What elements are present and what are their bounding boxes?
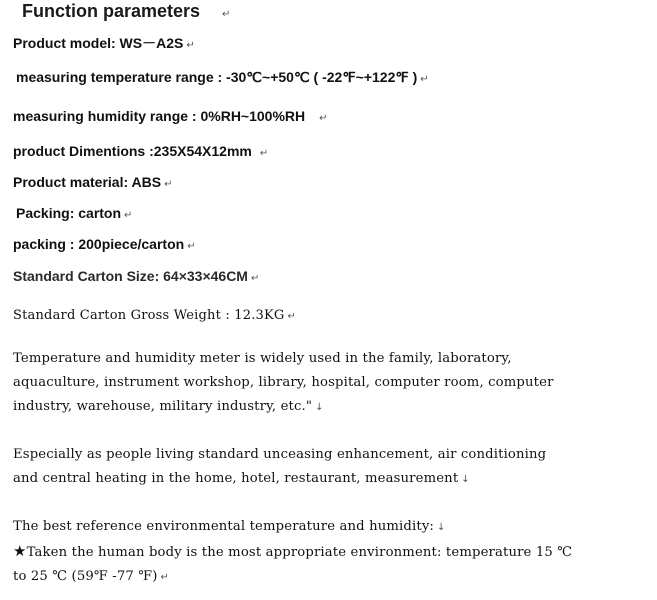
paragraph-mark: ↵ [259,148,269,159]
param-packing-quantity [13,237,196,252]
enhancement-text: Especially as people living standard unceasing enhancement, air conditioning and central heating in the home, hotel, restaurant, measurement [13,447,547,486]
param-packing-text: Packing: carton [16,205,122,221]
param-temperature-range [16,70,429,85]
usage-text: Temperature and humidity meter is widely used in the family, laboratory, aquaculture, instrument workshop, library, hospital, computer room, computer industry, warehouse, military industry, etc." [13,351,554,414]
description-paragraph-reference [13,515,573,540]
paragraph-mark: ↵ [420,74,429,85]
paragraph-mark: ↵ [164,179,173,190]
paragraph-mark: ↵ [124,210,133,221]
paragraph-mark: ↵ [160,572,170,583]
paragraph-mark: ↵ [187,241,196,252]
param-gross-weight-text: Standard Carton Gross Weight : 12.3KG [13,308,285,323]
param-dimensions [13,144,268,159]
star-icon: ★ [13,542,27,560]
description-paragraph-comfort [13,539,573,590]
param-material [13,175,172,190]
param-packing [16,206,132,221]
param-model [13,36,195,51]
line-break-mark: ↓ [315,402,324,413]
paragraph-mark: ↵ [250,273,260,284]
param-dimensions-text: product Dimentions :235X54X12mm [13,143,252,159]
paragraph-mark: ↵ [222,9,231,20]
paragraph-mark: ↵ [319,113,328,124]
param-material-text: Product material: ABS [13,174,162,190]
param-carton-size-text: Standard Carton Size: 64×33×46CM [13,268,248,284]
param-gross-weight [13,309,296,322]
param-temperature-range-text: measuring temperature range : -30℃~+50℃ ( -22℉~+122℉ ) [16,69,418,85]
line-break-mark: ↓ [437,522,446,533]
param-humidity-range-text: measuring humidity range : 0%RH~100%RH [13,108,306,124]
paragraph-mark: ↵ [186,40,195,51]
page-title [22,2,230,20]
line-break-mark: ↓ [461,474,470,485]
comfort-text: Taken the human body is the most appropriate environment: temperature 15 ℃ to 25 ℃ (59℉ -77 ℉) [13,545,573,584]
description-paragraph-usage [13,347,573,420]
paragraph-mark: ↵ [287,311,297,322]
param-model-text: Product model: WS－A2S [13,35,184,51]
heading-text: Function parameters [22,1,201,21]
param-packing-quantity-text: packing : 200piece/carton [13,236,185,252]
reference-text: The best reference environmental temperature and humidity: [13,519,435,534]
param-carton-size [13,269,259,284]
description-paragraph-enhancement [13,443,573,492]
param-humidity-range [13,109,328,124]
